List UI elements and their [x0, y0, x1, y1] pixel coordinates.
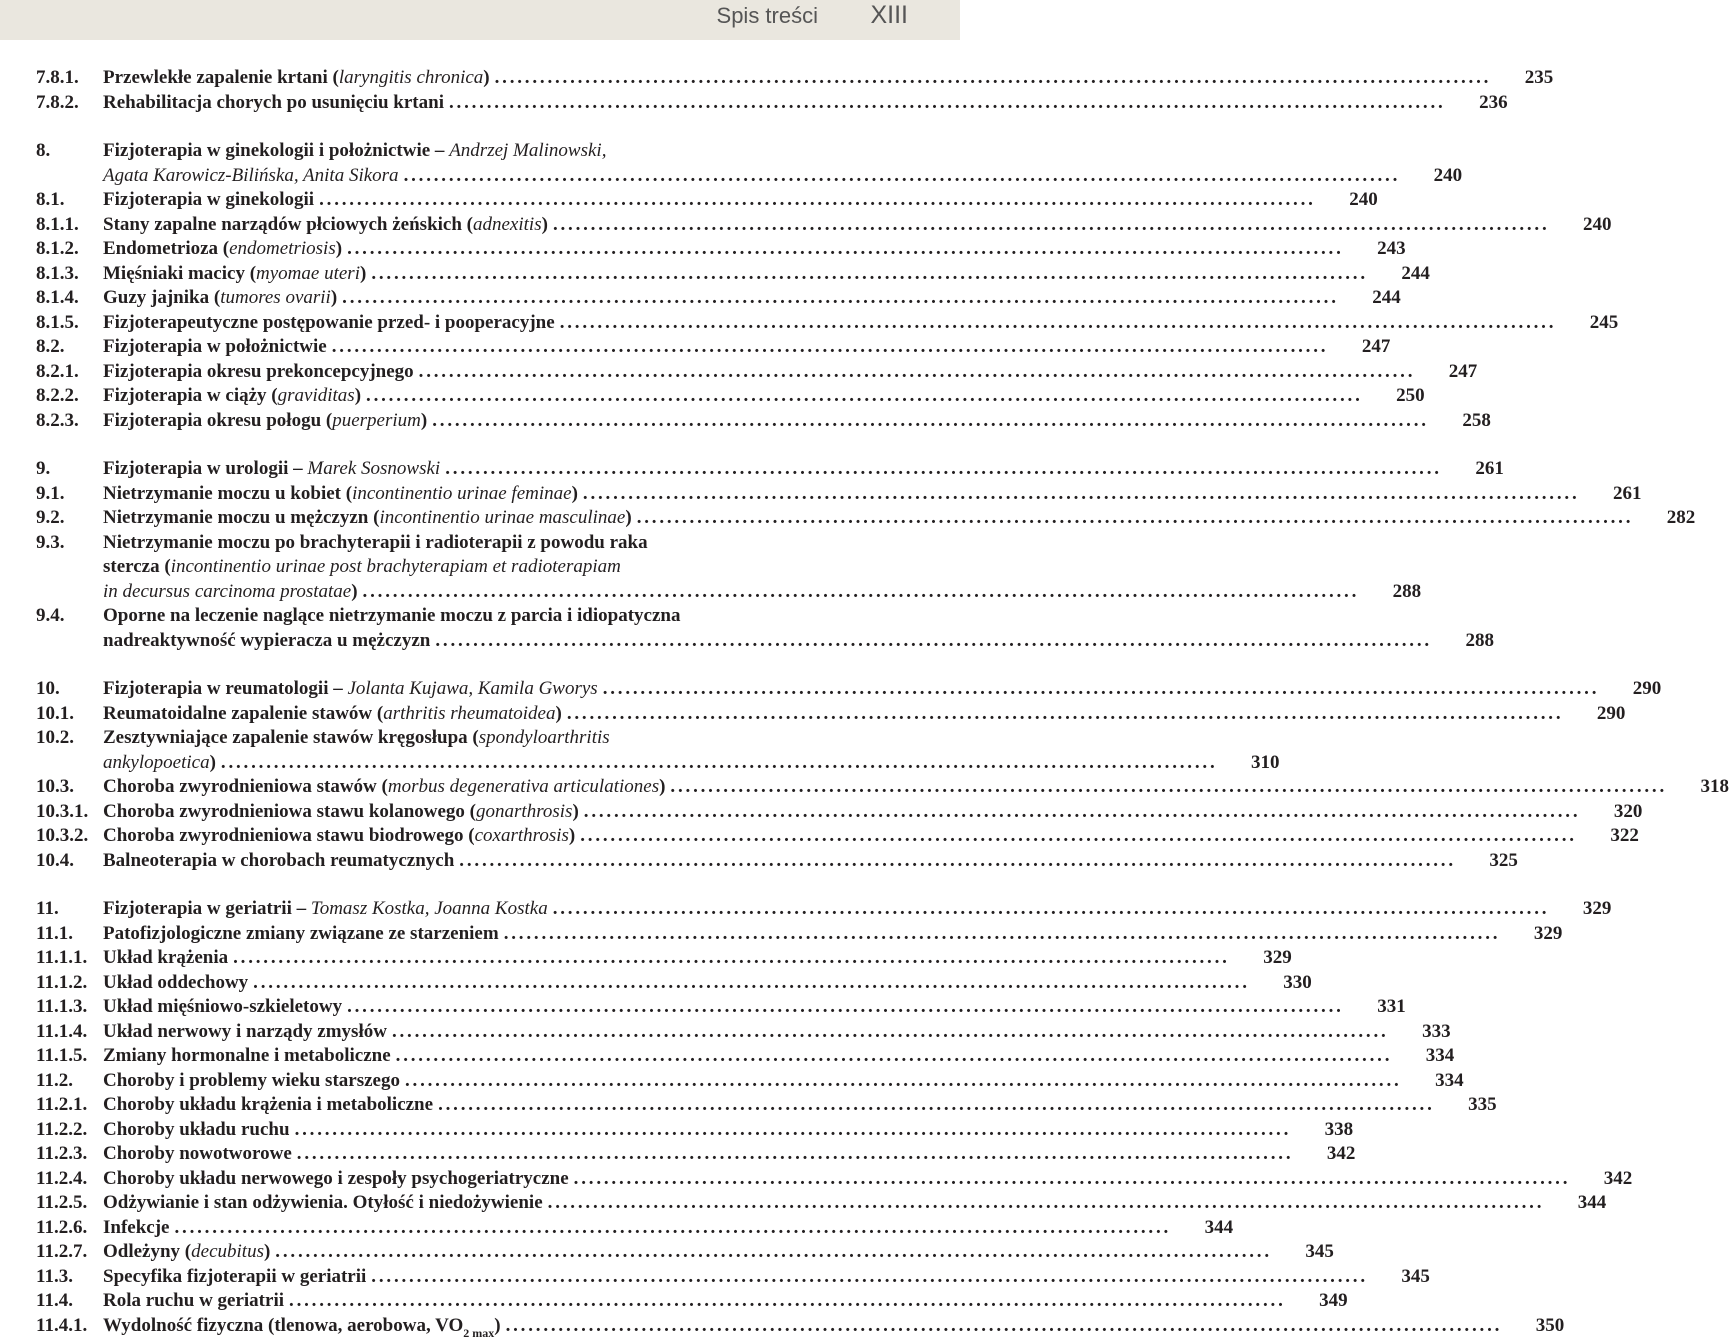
toc-page: 342 [1326, 1143, 1356, 1164]
dot-leader: .................................................................................................................................... [395, 1045, 1393, 1066]
toc-title: Zesztywniające zapalenie stawów kręgosłupa (spondyloarthritis [103, 727, 610, 748]
toc-title: Nietrzymanie moczu u mężczyzn (incontinentio urinae masculinae) [103, 507, 632, 528]
toc-title: Fizjoterapia w ginekologii [103, 189, 315, 210]
toc-title: Choroby układu krążenia i metaboliczne [103, 1094, 434, 1115]
toc-title: Fizjoterapia w położnictwie [103, 336, 327, 357]
toc-number: 7.8.1. [36, 67, 79, 88]
dot-leader: .................................................................................................................................... [583, 800, 1581, 822]
toc-title: Fizjoterapeutyczne postępowanie przed- i pooperacyjne [103, 311, 555, 333]
toc-page: 258 [1462, 409, 1491, 431]
toc-page: 350 [1535, 1314, 1565, 1336]
toc-number: 11. [36, 898, 59, 919]
toc-page: 342 [1603, 1167, 1633, 1189]
toc-number: 9.3. [36, 531, 65, 553]
dot-leader: .................................................................................................................................... [552, 213, 1550, 235]
toc-page: 240 [1433, 164, 1463, 186]
toc-authors: Agata Karowicz-Bilińska, Anita Sikora [103, 164, 399, 186]
dot-leader: .................................................................................................................................... [445, 458, 1442, 479]
dot-leader: .................................................................................................................................... [294, 1118, 1292, 1140]
toc-entry[interactable] [36, 360, 1478, 385]
dot-leader: .................................................................................................................................... [403, 164, 1401, 186]
toc-number: 9.2. [36, 507, 65, 528]
dot-leader: .................................................................................................................................... [319, 189, 1316, 210]
toc-page: 329 [1533, 922, 1563, 944]
dot-leader: .................................................................................................................................... [448, 91, 1446, 113]
toc-title: Układ oddechowy [103, 971, 249, 993]
toc-page: 318 [1700, 776, 1729, 797]
toc-page: 240 [1583, 213, 1612, 235]
toc-page: 338 [1324, 1118, 1354, 1140]
toc-page: 240 [1349, 189, 1378, 210]
toc-entry[interactable] [36, 726, 1280, 775]
toc-page: 247 [1361, 336, 1391, 357]
dot-leader: .................................................................................................................................... [432, 409, 1429, 431]
toc-entry[interactable] [36, 335, 1391, 360]
toc-title-cont: in decursus carcinoma prostatae) [103, 580, 358, 602]
toc-number: 9. [36, 458, 51, 479]
dot-leader: .................................................................................................................................... [438, 1094, 1435, 1115]
toc-entry[interactable] [36, 91, 1508, 116]
dot-leader: .................................................................................................................................... [602, 678, 1600, 699]
toc-number: 10. [36, 678, 60, 699]
toc-entry[interactable] [36, 1265, 1430, 1290]
toc-number: 11.2.4. [36, 1167, 88, 1189]
toc-page: 320 [1613, 800, 1643, 822]
toc-number: 7.8.2. [36, 91, 79, 113]
toc-number: 11.2.3. [36, 1143, 88, 1164]
toc-entry[interactable] [36, 1118, 1354, 1143]
toc-number: 11.2.1. [36, 1094, 88, 1115]
toc-title: Stany zapalne narządów płciowych żeńskich (adnexitis) [103, 213, 548, 235]
toc-number: 9.4. [36, 605, 65, 626]
dot-leader: .................................................................................................................................... [670, 776, 1668, 797]
toc-number: 11.2. [36, 1069, 73, 1091]
toc-entry[interactable] [36, 311, 1619, 336]
toc-number: 8.1.5. [36, 311, 79, 333]
dot-leader: .................................................................................................................................... [418, 360, 1416, 382]
dot-leader: .................................................................................................................................... [582, 482, 1580, 504]
dot-leader: .................................................................................................................................... [296, 1143, 1294, 1164]
toc-page: 261 [1475, 458, 1504, 479]
toc-title-cont: stercza (incontinentio urinae post brachyterapiam et radioterapiam [103, 556, 621, 577]
toc-chapter[interactable] [36, 897, 1612, 922]
toc-page: 325 [1489, 849, 1518, 871]
dot-leader: .................................................................................................................................... [547, 1192, 1545, 1213]
dot-leader: .................................................................................................................................... [559, 311, 1557, 333]
dot-leader: .................................................................................................................................... [566, 702, 1564, 724]
toc-entry[interactable] [36, 66, 1554, 91]
toc-title: Endometrioza (endometriosis) [103, 238, 343, 259]
subscript: 2 max [463, 1325, 495, 1340]
toc-entry[interactable] [36, 1093, 1497, 1118]
toc-number: 11.2.6. [36, 1216, 88, 1238]
toc-title: Układ mięśniowo-szkieletowy [103, 996, 343, 1017]
toc-number: 11.1.5. [36, 1045, 88, 1066]
toc-entry[interactable] [36, 922, 1563, 947]
toc-page: 244 [1372, 287, 1401, 308]
toc-number: 8.1.1. [36, 213, 79, 235]
toc-authors: Marek Sosnowski [307, 458, 441, 479]
toc-entry[interactable] [36, 409, 1491, 434]
toc-entry[interactable] [36, 1142, 1356, 1167]
toc-entry[interactable] [36, 262, 1430, 287]
toc-page: 236 [1479, 91, 1508, 113]
toc-title: Przewlekłe zapalenie krtani (laryngitis chronica) [103, 67, 490, 88]
toc-entry[interactable] [36, 286, 1401, 311]
table-of-contents [36, 66, 1729, 1340]
toc-entry[interactable] [36, 1020, 1451, 1045]
toc-entry[interactable] [36, 1289, 1348, 1314]
dot-leader: .................................................................................................................................... [371, 1265, 1368, 1287]
dot-leader: .................................................................................................................................... [362, 580, 1360, 602]
dot-leader: .................................................................................................................................... [253, 971, 1250, 993]
toc-title: Oporne na leczenie naglące nietrzymanie moczu z parcia i idiopatyczna [103, 605, 681, 626]
toc-page: 244 [1401, 262, 1430, 284]
toc-number: 11.2.7. [36, 1241, 88, 1262]
dot-leader: .................................................................................................................................... [552, 898, 1550, 919]
toc-number: 11.1. [36, 922, 73, 944]
dot-leader: .................................................................................................................................... [494, 67, 1492, 88]
toc-title: Specyfika fizjoterapii w geriatrii [103, 1265, 367, 1287]
toc-title: Choroba zwyrodnieniowa stawu biodrowego (coxarthrosis) [103, 825, 576, 846]
dot-leader: .................................................................................................................................... [347, 238, 1344, 259]
dot-leader: .................................................................................................................................... [233, 947, 1230, 968]
toc-title-cont: ankylopoetica) [103, 751, 216, 773]
toc-number: 11.1.1. [36, 947, 88, 968]
toc-number: 8.2.2. [36, 385, 79, 406]
toc-authors: Jolanta Kujawa, Kamila Gworys [347, 678, 598, 699]
toc-page: 261 [1613, 482, 1642, 504]
toc-number: 11.1.2. [36, 971, 88, 993]
dot-leader: .................................................................................................................................... [174, 1216, 1172, 1238]
toc-page: 329 [1263, 947, 1292, 968]
toc-number: 11.1.4. [36, 1020, 88, 1042]
toc-title: Układ nerwowy i narządy zmysłów [103, 1020, 387, 1042]
toc-chapter[interactable] [36, 139, 1463, 188]
toc-entry[interactable] [36, 1314, 1565, 1340]
dot-leader: .................................................................................................................................... [580, 825, 1577, 846]
dot-leader: .................................................................................................................................... [503, 922, 1501, 944]
toc-title: Rehabilitacja chorych po usunięciu krtani [103, 91, 444, 113]
dot-leader: .................................................................................................................................... [505, 1314, 1503, 1336]
toc-title: Zmiany hormonalne i metaboliczne [103, 1045, 391, 1066]
toc-title: Choroba zwyrodnieniowa stawu kolanowego (gonarthrosis) [103, 800, 579, 822]
toc-entry[interactable] [36, 531, 1422, 605]
toc-page: 288 [1465, 629, 1494, 651]
toc-title: Fizjoterapia w reumatologii – Jolanta Kujawa, Kamila Gworys [103, 678, 598, 699]
toc-number: 8.2. [36, 336, 65, 357]
toc-entry[interactable] [36, 1240, 1334, 1265]
toc-page: 235 [1524, 67, 1554, 88]
toc-title: Choroba zwyrodnieniowa stawów (morbus degenerativa articulationes) [103, 776, 666, 797]
toc-page: 310 [1251, 751, 1280, 773]
toc-page: 345 [1401, 1265, 1430, 1287]
toc-authors: Tomasz Kostka, Joanna Kostka [310, 898, 548, 919]
dot-leader: .................................................................................................................................... [636, 507, 1634, 528]
toc-entry[interactable] [36, 995, 1406, 1020]
toc-page: 243 [1377, 238, 1406, 259]
toc-page: 245 [1589, 311, 1619, 333]
toc-title: Nietrzymanie moczu u kobiet (incontinentio urinae feminae) [103, 482, 578, 504]
toc-title: Fizjoterapia w urologii – Marek Sosnowski [103, 458, 441, 479]
toc-number: 8.1.2. [36, 238, 79, 259]
dot-leader: .................................................................................................................................... [347, 996, 1344, 1017]
toc-number: 11.4.1. [36, 1314, 88, 1336]
toc-page: 345 [1305, 1241, 1334, 1262]
toc-page: 288 [1392, 580, 1422, 602]
toc-title: Guzy jajnika (tumores ovarii) [103, 287, 338, 308]
toc-title: Mięśniaki macicy (myomae uteri) [103, 262, 367, 284]
toc-entry[interactable] [36, 1044, 1455, 1069]
toc-number: 10.2. [36, 727, 74, 748]
toc-title: Patofizjologiczne zmiany związane ze starzeniem [103, 922, 499, 944]
dot-leader: .................................................................................................................................... [435, 629, 1432, 651]
toc-number: 8.1.3. [36, 262, 79, 284]
toc-page: 330 [1283, 971, 1312, 993]
toc-entry[interactable] [36, 775, 1729, 800]
toc-entry[interactable] [36, 971, 1312, 996]
toc-title: Odżywianie i stan odżywienia. Otyłość i niedożywienie [103, 1192, 543, 1213]
toc-authors: Andrzej Malinowski, [449, 140, 607, 161]
toc-title: Fizjoterapia w geriatrii – Tomasz Kostka, Joanna Kostka [103, 898, 548, 919]
dot-leader: .................................................................................................................................... [404, 1069, 1402, 1091]
toc-entry[interactable] [36, 506, 1696, 531]
toc-number: 9.1. [36, 482, 65, 504]
toc-title: Choroby układu nerwowego i zespoły psychogeriatryczne [103, 1167, 569, 1189]
toc-title: Fizjoterapia w ciąży (graviditas) [103, 385, 362, 406]
toc-title: Reumatoidalne zapalenie stawów (arthritis rheumatoidea) [103, 702, 562, 724]
toc-title: Infekcje [103, 1216, 170, 1238]
page-number: XIII [870, 1, 908, 29]
dot-leader: .................................................................................................................................... [371, 262, 1368, 284]
toc-number: 10.4. [36, 849, 74, 871]
toc-number: 10.3.2. [36, 825, 89, 846]
dot-leader: .................................................................................................................................... [459, 849, 1456, 871]
toc-page: 334 [1435, 1069, 1464, 1091]
toc-entry[interactable] [36, 702, 1626, 727]
dot-leader: .................................................................................................................................... [275, 1241, 1272, 1262]
toc-chapter[interactable] [36, 457, 1504, 482]
toc-title: Choroby i problemy wieku starszego [103, 1069, 400, 1091]
toc-title: Fizjoterapia okresu połogu (puerperium) [103, 409, 428, 431]
toc-entry[interactable] [36, 1216, 1234, 1241]
toc-entry[interactable] [36, 188, 1378, 213]
toc-number: 8. [36, 140, 51, 161]
toc-title: Układ krążenia [103, 947, 229, 968]
toc-page: 344 [1204, 1216, 1234, 1238]
toc-title: Choroby nowotworowe [103, 1143, 292, 1164]
toc-number: 10.3.1. [36, 800, 89, 822]
toc-chapter[interactable] [36, 677, 1662, 702]
running-header-title: Spis treści [716, 3, 818, 28]
toc-title-cont: nadreaktywność wypieracza u mężczyzn [103, 629, 431, 651]
toc-page: 247 [1448, 360, 1478, 382]
toc-entry[interactable] [36, 213, 1612, 238]
toc-number: 10.3. [36, 776, 74, 797]
toc-entry[interactable] [36, 1069, 1464, 1094]
toc-title: Fizjoterapia okresu prekoncepcyjnego [103, 360, 414, 382]
toc-entry[interactable] [36, 1191, 1607, 1216]
toc-page: 333 [1422, 1020, 1451, 1042]
toc-title: Balneoterapia w chorobach reumatycznych [103, 849, 455, 871]
dot-leader: .................................................................................................................................... [573, 1167, 1571, 1189]
toc-number: 11.4. [36, 1290, 73, 1311]
toc-entry[interactable] [36, 1167, 1633, 1192]
toc-title: Wydolność fizyczna (tlenowa, aerobowa, $VO_{2 max}$) [103, 1314, 501, 1340]
toc-page: 334 [1425, 1045, 1455, 1066]
dot-leader: .................................................................................................................................... [220, 751, 1218, 773]
toc-page: 250 [1396, 385, 1425, 406]
toc-number: 8.1.4. [36, 287, 79, 308]
running-header [0, 0, 960, 40]
toc-number: 8.2.3. [36, 409, 79, 431]
toc-title: Odleżyny (decubitus) [103, 1241, 271, 1262]
toc-entry[interactable] [36, 824, 1639, 849]
toc-title: Nietrzymanie moczu po brachyterapii i radioterapii z powodu raka [103, 531, 648, 553]
toc-number: 11.2.5. [36, 1192, 88, 1213]
toc-number: 10.1. [36, 702, 74, 724]
toc-page: 322 [1610, 825, 1639, 846]
toc-entry[interactable] [36, 384, 1425, 409]
toc-page: 329 [1582, 898, 1612, 919]
dot-leader: .................................................................................................................................... [366, 385, 1363, 406]
toc-entry[interactable] [36, 946, 1292, 971]
toc-page: 335 [1468, 1094, 1497, 1115]
toc-title: Choroby układu ruchu [103, 1118, 290, 1140]
toc-number: 11.3. [36, 1265, 73, 1287]
toc-page: 349 [1319, 1290, 1348, 1311]
dot-leader: .................................................................................................................................... [342, 287, 1339, 308]
toc-number: 8.1. [36, 189, 65, 210]
dot-leader: .................................................................................................................................... [289, 1290, 1286, 1311]
toc-number: 11.1.3. [36, 996, 88, 1017]
toc-entry[interactable] [36, 237, 1406, 262]
toc-page: 344 [1577, 1192, 1607, 1213]
toc-page: 282 [1666, 507, 1696, 528]
dot-leader: .................................................................................................................................... [391, 1020, 1389, 1042]
toc-page: 331 [1377, 996, 1406, 1017]
toc-entry[interactable] [36, 482, 1642, 507]
toc-title: Fizjoterapia w ginekologii i położnictwie – Andrzej Malinowski, [103, 140, 607, 161]
dot-leader: .................................................................................................................................... [331, 336, 1329, 357]
toc-number: 8.2.1. [36, 360, 79, 382]
toc-title: Rola ruchu w geriatrii [103, 1290, 285, 1311]
toc-entry[interactable] [36, 849, 1518, 874]
toc-entry[interactable] [36, 800, 1643, 825]
toc-entry[interactable] [36, 604, 1494, 653]
toc-page: 290 [1632, 678, 1662, 699]
toc-page: 290 [1596, 702, 1626, 724]
toc-number: 11.2.2. [36, 1118, 88, 1140]
